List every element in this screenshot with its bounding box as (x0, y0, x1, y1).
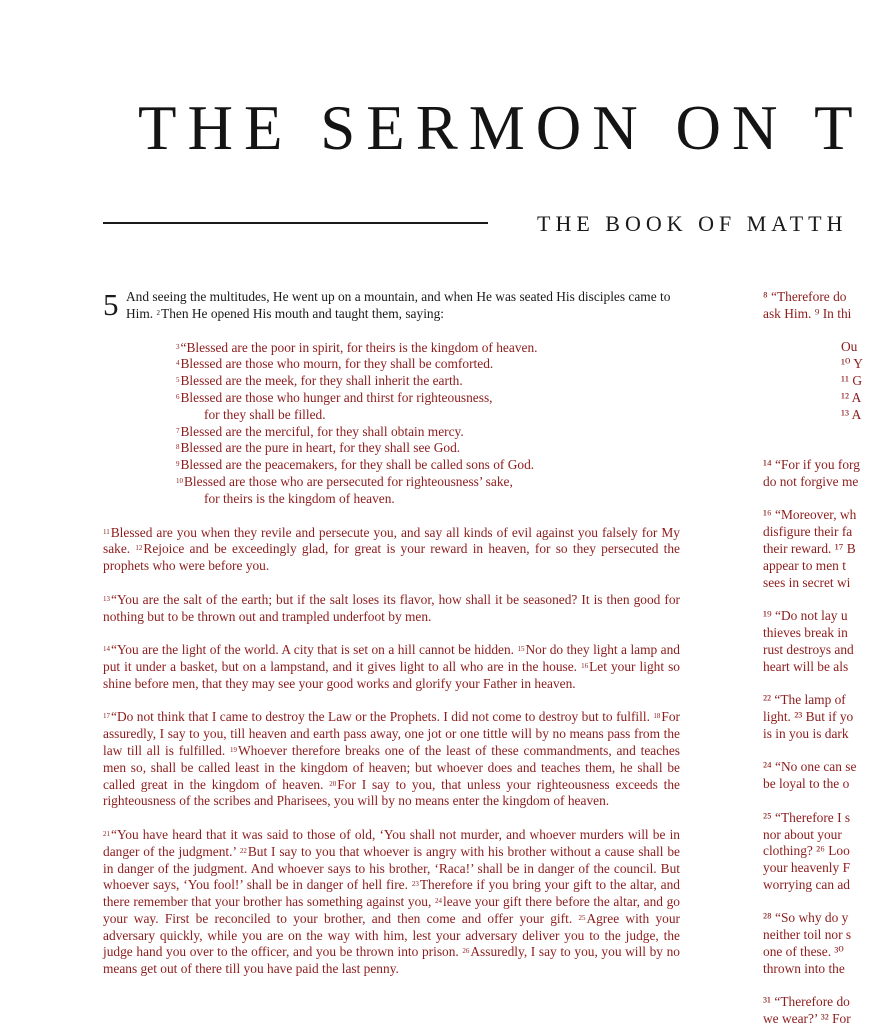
verse-text: Let your light so shine before men, that they may see your good works and glorify your Father in heaven. (103, 658, 681, 691)
verse-number: 12 (135, 544, 143, 553)
page-title: THE SERMON ON T (138, 93, 864, 163)
verse-text: Nor do they light a lamp and put it under a basket, but on a lampstand, and it gives light to all who are in the house. (103, 642, 680, 674)
right-text-line: we wear?’ ³² For (763, 1011, 851, 1027)
right-text-line: thieves break in (763, 624, 848, 640)
verse-text: Blessed are those who mourn, for they shall be comforted. (180, 356, 494, 372)
line-gap (763, 675, 883, 692)
right-text-line: worrying can ad (763, 876, 851, 892)
verse-number: 24 (434, 897, 442, 906)
right-text-line: be loyal to the o (763, 776, 850, 792)
verse-text: Blessed are the merciful, for they shall obtain mercy. (180, 423, 464, 439)
verse-number: 9 (176, 460, 180, 469)
right-text-line: appear to men t (763, 557, 846, 573)
paragraph (103, 525, 680, 575)
verse-number: 3 (176, 342, 180, 351)
beatitude-line (176, 474, 680, 491)
verse-number: 19 (230, 745, 237, 754)
paragraph (103, 642, 680, 692)
right-text-line: clothing? ²⁶ Loo (763, 843, 850, 859)
beatitude-line (176, 457, 680, 474)
verse-number: 10 (176, 476, 183, 485)
line-gap (763, 591, 883, 608)
verse-number: 18 (653, 712, 661, 721)
chapter-number: 5 (103, 287, 119, 322)
verse-text: “You are the light of the world. A city that is set on a hill cannot be hidden. (111, 642, 515, 658)
right-text-line: is in you is dark (763, 725, 849, 741)
verse-number: 15 (517, 645, 525, 654)
verse-number: 26 (462, 947, 470, 956)
verse-number: 14 (103, 645, 110, 654)
right-text-line: heart will be als (763, 658, 849, 674)
verse-number: 8 (176, 443, 180, 452)
paragraph (103, 592, 680, 626)
line-gap (763, 323, 883, 340)
right-text-line: ¹³ A (841, 406, 862, 422)
line-gap (763, 423, 883, 440)
right-text-line: your heavenly F (763, 860, 851, 876)
right-text-line: ²⁵ “Therefore I s (763, 809, 851, 825)
verse-number: 6 (176, 392, 180, 401)
right-text-line: their reward. ¹⁷ B (763, 540, 856, 556)
beatitude-continuation: for they shall be filled. (204, 406, 326, 422)
verse-text: “Do not think that I came to destroy the Law or the Prophets. I did not come to destroy but to fulfill. (111, 709, 650, 725)
beatitudes-list (176, 340, 680, 508)
header-rule (103, 222, 488, 224)
right-text-line: ³¹ “Therefore do (763, 994, 850, 1010)
verse-number: 11 (103, 527, 110, 536)
right-text-line: ¹⁹ “Do not lay u (763, 608, 848, 624)
right-text-line: ²⁴ “No one can se (763, 759, 857, 775)
right-column (763, 289, 883, 1028)
paragraph (103, 827, 680, 978)
verse-text: “You have heard that it was said to those of old, ‘You shall not murder, and whoever murders will be in danger of the judgment.’ (103, 826, 680, 859)
verse-text: Blessed are the meek, for they shall inherit the earth. (180, 373, 463, 389)
right-text-line: ²⁸ “So why do y (763, 910, 849, 926)
verse-number: 22 (239, 846, 247, 855)
beatitude-continuation: for theirs is the kingdom of heaven. (204, 490, 395, 506)
verse-text: Blessed are the peacemakers, for they shall be called sons of God. (180, 457, 535, 473)
verse-number: 17 (103, 712, 110, 721)
verse-text: Blessed are the pure in heart, for they shall see God. (180, 440, 461, 456)
verse-text: Rejoice and be exceedingly glad, for great is your reward in heaven, for so they persecuted the prophets who were before you. (103, 541, 680, 574)
right-text-line: ¹² A (841, 389, 862, 405)
right-text-line: ⁸ “Therefore do (763, 289, 847, 304)
verse-number: 5 (176, 376, 180, 385)
line-gap (763, 491, 883, 508)
beatitude-line (176, 373, 680, 390)
verse-text: Then He opened His mouth and taught them, saying: (161, 305, 445, 321)
right-text-line: sees in secret wi (763, 574, 851, 590)
verse-number: 4 (176, 359, 180, 368)
right-text-line: ¹¹ G (841, 372, 863, 388)
right-text-line: nor about your (763, 826, 842, 842)
verse-text: “Blessed are the poor in spirit, for theirs is the kingdom of heaven. (180, 339, 538, 355)
verse-number: 2 (156, 308, 161, 317)
right-text-line: disfigure their fa (763, 524, 853, 540)
passage-body (103, 525, 680, 979)
right-text-line: rust destroys and (763, 641, 854, 657)
verse-text: leave your gift there before the altar, and go your way. First be reconciled to your brother, and then come and offer your gift. (103, 894, 680, 926)
beatitude-line (176, 390, 680, 407)
beatitude-line (176, 440, 680, 457)
verse-text: Blessed are those who are persecuted for righteousness’ sake, (184, 473, 513, 489)
line-gap (763, 743, 883, 760)
verse-text: Blessed are you when they revile and persecute you, and say all kinds of evil against you falsely for My sake. (103, 524, 680, 557)
verse-text: And seeing the multitudes, He went up on a mountain, and when He was seated His disciples came to Him. (126, 289, 671, 321)
right-text-line: ²² “The lamp of (763, 692, 846, 708)
paragraph (103, 709, 680, 810)
page-subtitle: THE BOOK OF MATTH (537, 211, 848, 236)
verse-text: For I say to you, that unless your righteousness exceeds the righteousness of the scribes and Pharisees, you will by no means enter the kingdom of heaven. (103, 776, 680, 809)
beatitude-line (176, 356, 680, 373)
verse-text: “You are the salt of the earth; but if the salt loses its flavor, how shall it be seasoned? It is then good for nothing but to be thrown out and trampled underfoot by men. (103, 591, 680, 624)
verse-text: For assuredly, I say to you, till heaven and earth pass away, one jot or one tittle will by no means pass from the law till all is fulfilled. (103, 709, 680, 758)
verse-text: Agree with your adversary quickly, while you are on the way with him, lest your adversary deliver you to the judge, the judge hand you over to the officer, and you be thrown into prison. (103, 910, 680, 960)
line-gap (763, 440, 883, 457)
right-text-line: ¹⁴ “For if you forg (763, 456, 860, 472)
verse-text: Whoever therefore breaks one of the least of these commandments, and teaches men so, shall be called least in the kingdom of heaven; but whoever does and teaches them, he shall be called great in the kingdom of heaven. (103, 742, 680, 792)
verse-number: 16 (581, 661, 589, 670)
verse-number: 23 (411, 880, 419, 889)
verse-text: Assuredly, I say to you, you will by no means get out of there till you have paid the last penny. (103, 944, 680, 977)
verse-number: 25 (578, 913, 586, 922)
left-column (103, 289, 680, 995)
verse-number: 20 (329, 779, 337, 788)
right-text-line: light. ²³ But if yo (763, 708, 854, 724)
verse-number: 21 (103, 829, 110, 838)
right-text-line: ¹⁰ Y (841, 356, 863, 372)
beatitude-line (176, 340, 680, 357)
line-gap (763, 894, 883, 911)
right-text-line: ask Him. ⁹ In thi (763, 305, 852, 321)
verse-text: But I say to you that whoever is angry with his brother without a cause shall be in danger of the judgment. And whoever says to his brother, ‘Raca!’ shall be in danger of the council. But whoever says, ‘You fool!’ shall be in danger of hell fire. (103, 843, 680, 893)
line-gap (763, 978, 883, 995)
line-gap (763, 793, 883, 810)
verse-text: Blessed are those who hunger and thirst for righteousness, (180, 389, 493, 405)
right-text-line: ¹⁶ “Moreover, wh (763, 507, 857, 523)
right-text-line: Ou (841, 339, 858, 355)
right-text-line: thrown into the (763, 960, 845, 976)
chapter-intro (103, 289, 680, 323)
verse-text: Therefore if you bring your gift to the altar, and there remember that your brother has something against you, (103, 877, 680, 910)
verse-number: 13 (103, 594, 110, 603)
right-text-line: one of these. ³⁰ (763, 944, 844, 960)
beatitude-line (176, 424, 680, 441)
right-text-line: neither toil nor s (763, 927, 852, 943)
right-text-line: do not forgive me (763, 473, 859, 489)
verse-number: 7 (176, 426, 180, 435)
